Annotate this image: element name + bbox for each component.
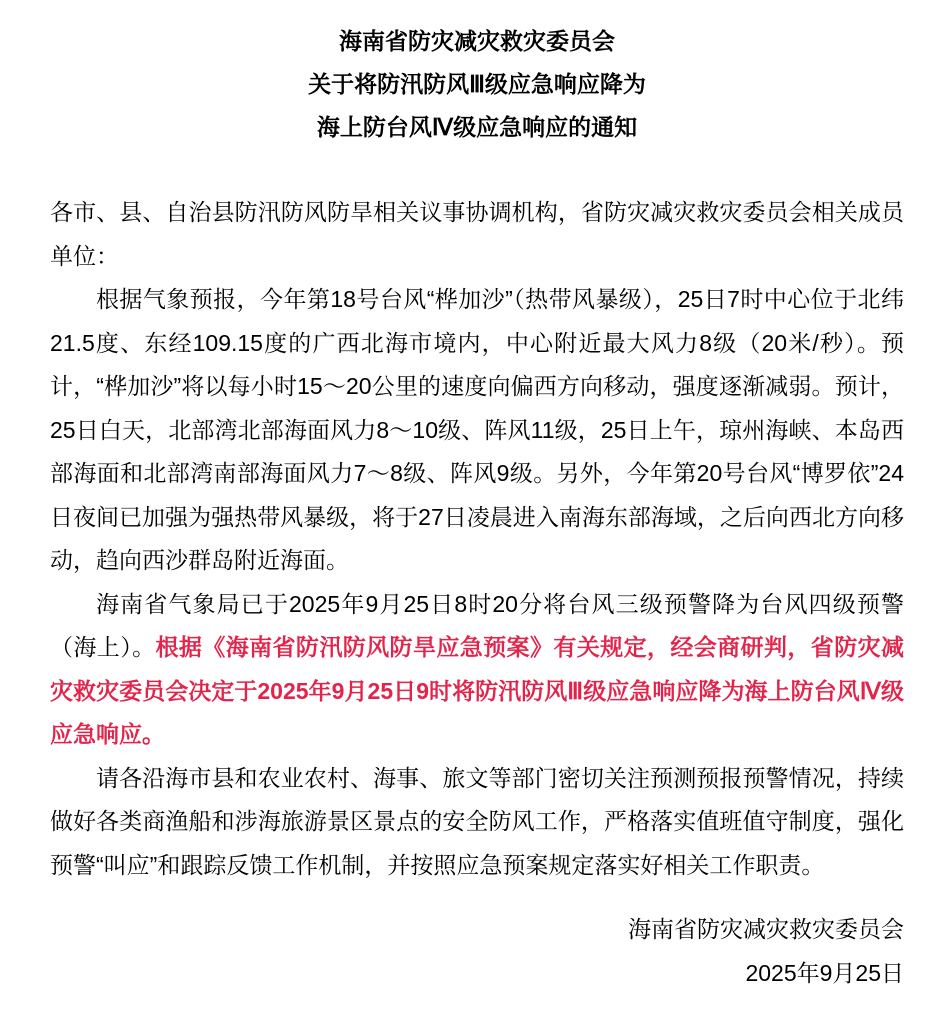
signature-org: 海南省防灾减灾救灾委员会 [628, 916, 904, 942]
title-line-subject-2: 海上防台风Ⅳ级应急响应的通知 [316, 114, 638, 140]
document-body [50, 191, 904, 887]
salutation-paragraph: 各市、县、自治县防汛防风防旱相关议事协调机构，省防灾减灾救灾委员会相关成员单位： [50, 199, 904, 269]
title-line-subject-1: 关于将防汛防风Ⅲ级应急响应降为 [308, 71, 646, 97]
signature-date: 2025年9月25日 [745, 960, 904, 986]
signature-block [50, 907, 904, 995]
forecast-paragraph: 根据气象预报，今年第18号台风“桦加沙”（热带风暴级），25日7时中心位于北纬21.5度、东经109.15度的广西北海市境内，中心附近最大风力8级（20米/秒）。预计，“桦加沙”将以每小时15～20公里的速度向偏西方向移动，强度逐渐减弱。预计，25日白天，北部湾北部海面风力8～10级、阵风11级，25日上午，琼州海峡、本岛西部海面和北部湾南部海面风力7～8级、阵风9级。另外，今年第20号台风“博罗依”24日夜间已加强为强热带风暴级，将于27日凌晨进入南海东部海域，之后向西北方向移动，趋向西沙群岛附近海面。 [50, 286, 904, 573]
document-title [50, 20, 904, 149]
title-line-issuer: 海南省防灾减灾救灾委员会 [339, 28, 615, 54]
decision-text-highlight: 根据《海南省防汛防风防旱应急预案》有关规定，经会商研判，省防灾减灾救灾委员会决定于2025年9月25日9时将防汛防风Ⅲ级应急响应降为海上防台风Ⅳ级应急响应。 [50, 634, 905, 747]
decision-text-normal: 海南省气象局已于2025年9月25日8时20分将台风三级预警降为台风四级预警（海上）。 [50, 590, 904, 660]
request-paragraph: 请各沿海市县和农业农村、海事、旅文等部门密切关注预测预报预警情况，持续做好各类商渔船和涉海旅游景区景点的安全防风工作，严格落实值班值守制度，强化预警“叫应”和跟踪反馈工作机制，并按照应急预案规定落实好相关工作职责。 [50, 764, 904, 878]
decision-paragraph [50, 583, 904, 757]
